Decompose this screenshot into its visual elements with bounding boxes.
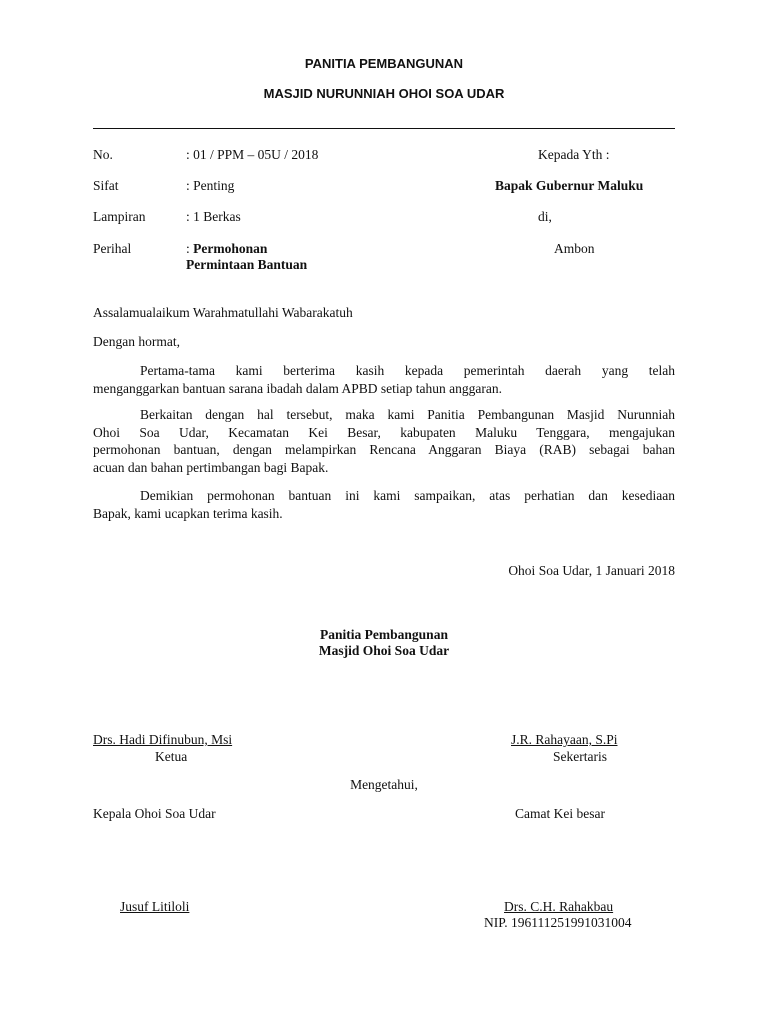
- camat-title: Camat Kei besar: [515, 806, 605, 821]
- letterhead-line-1: PANITIA PEMBANGUNAN: [304, 56, 464, 71]
- paragraph-2-line-4: acuan dan bahan pertimbangan bagi Bapak.: [93, 459, 329, 475]
- paragraph-3-line-2: Bapak, kami ucapkan terima kasih.: [93, 505, 283, 521]
- committee-line-2: Masjid Ohoi Soa Udar: [318, 643, 450, 658]
- paragraph-2-line-2: Ohoi Soa Udar, Kecamatan Kei Besar, kabupaten Maluku Tenggara, mengajukan: [93, 424, 675, 440]
- sekretaris-title: Sekertaris: [553, 749, 607, 764]
- paragraph-1: [93, 362, 675, 398]
- kepala-ohoi-title: Kepala Ohoi Soa Udar: [93, 806, 216, 821]
- recipient-place: Ambon: [554, 241, 595, 256]
- paragraph-3: [93, 487, 675, 523]
- perihal-label: Perihal: [93, 241, 132, 256]
- sekretaris-name: J.R. Rahayaan, S.Pi: [511, 732, 618, 747]
- mengetahui: Mengetahui,: [350, 777, 418, 792]
- lampiran-value: : 1 Berkas: [186, 209, 241, 224]
- paragraph-2-line-1: Berkaitan dengan hal tersebut, maka kami Panitia Pembangunan Masjid Nurunniah: [140, 407, 675, 422]
- recipient-di: di,: [538, 209, 552, 224]
- camat-nip: NIP. 196111251991031004: [484, 915, 632, 930]
- perihal-subject: Permohonan: [193, 241, 268, 256]
- sifat-value: : Penting: [186, 178, 235, 193]
- perihal-colon: :: [186, 241, 194, 256]
- greeting: Assalamualaikum Warahmatullahi Wabarakatuh: [93, 305, 353, 320]
- lampiran-label: Lampiran: [93, 209, 146, 224]
- paragraph-1-line-2: menganggarkan bantuan sarana ibadah dalam APBD setiap tahun anggaran.: [93, 380, 502, 396]
- recipient-name: Bapak Gubernur Maluku: [495, 178, 644, 193]
- ketua-title: Ketua: [155, 749, 188, 764]
- paragraph-2-line-3: permohonan bantuan, dengan melampirkan Rencana Anggaran Biaya (RAB) sebagai bahan: [93, 442, 675, 457]
- paragraph-3-line-1: Demikian permohonan bantuan ini kami sampaikan, atas perhatian dan kesediaan: [140, 488, 675, 503]
- perihal-value-line-1: [186, 240, 267, 257]
- paragraph-1-line-1: Pertama-tama kami berterima kasih kepada pemerintah daerah yang telah: [140, 363, 675, 378]
- camat-name: Drs. C.H. Rahakbau: [504, 899, 614, 914]
- no-label: No.: [93, 147, 113, 162]
- kepala-ohoi-name: Jusuf Litiloli: [120, 899, 190, 914]
- paragraph-2: [93, 406, 675, 478]
- perihal-value-line-2: Permintaan Bantuan: [186, 257, 308, 272]
- no-value: : 01 / PPM – 05U / 2018: [186, 147, 319, 162]
- ketua-name: Drs. Hadi Difinubun, Msi: [93, 732, 233, 747]
- letterhead-line-2: MASJID NURUNNIAH OHOI SOA UDAR: [263, 86, 505, 101]
- header-divider: [93, 128, 675, 129]
- place-date: Ohoi Soa Udar, 1 Januari 2018: [508, 563, 675, 578]
- sifat-label: Sifat: [93, 178, 119, 193]
- committee-line-1: Panitia Pembangunan: [320, 627, 448, 642]
- salutation: Dengan hormat,: [93, 334, 180, 349]
- recipient-kepada: Kepada Yth :: [538, 147, 610, 162]
